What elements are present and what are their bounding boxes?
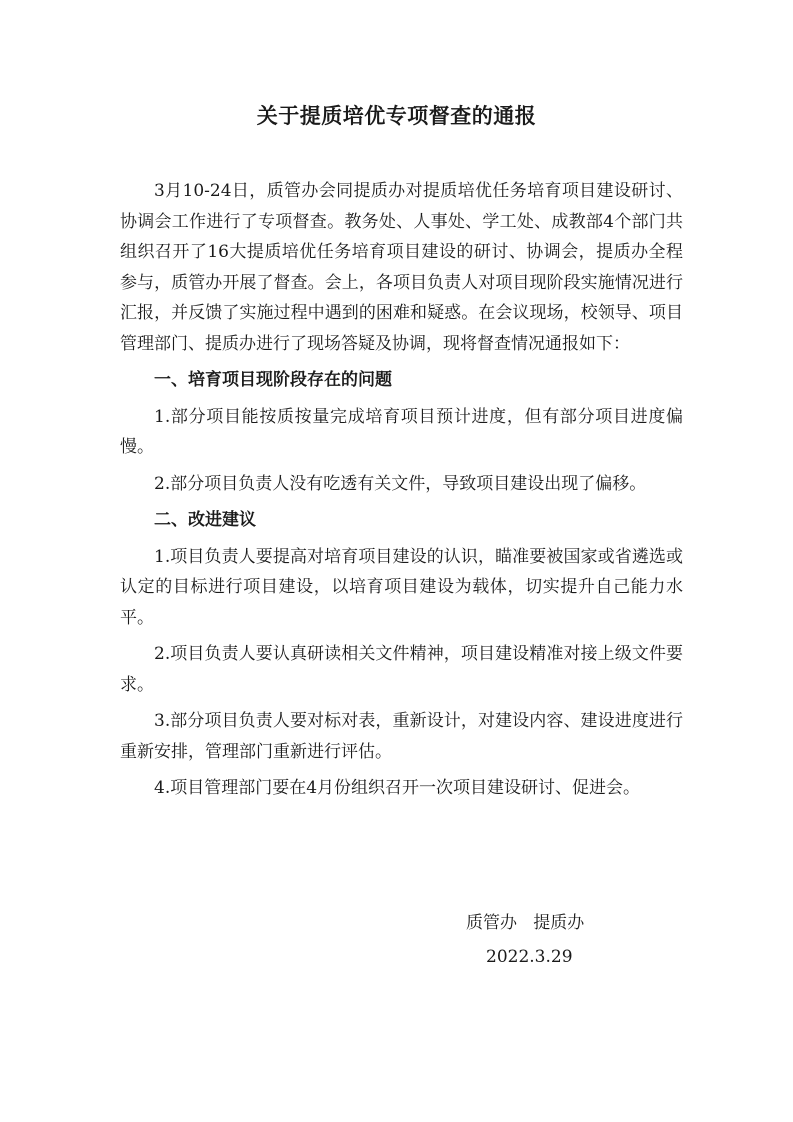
problem-item: 2.部分项目负责人没有吃透有关文件，导致项目建设出现了偏移。 bbox=[154, 473, 647, 494]
section-heading-suggestions: 二、改进建议 bbox=[154, 510, 256, 530]
signature-date: 2022.3.29 bbox=[486, 947, 573, 967]
suggestion-item: 1.项目负责人要提高对培育项目建设的认识，瞄准要被国家或省遴选或认定的目标进行项目建设，以培育项目建设为载体，切实提升自己能力水平。 bbox=[120, 546, 683, 628]
suggestion-item: 3.部分项目负责人要对标对表，重新设计，对建设内容、建设进度进行重新安排，管理部门重新进行评估。 bbox=[120, 711, 683, 762]
suggestion-item: 4.项目管理部门要在4月份组织召开一次项目建设研讨、促进会。 bbox=[154, 778, 641, 798]
document-title: 关于提质培优专项督查的通报 bbox=[256, 104, 537, 128]
suggestion-item: 2.项目负责人要认真研读相关文件精神，项目建设精准对接上级文件要求。 bbox=[120, 644, 683, 695]
problem-item: 1.部分项目能按质按量完成培育项目预计进度，但有部分项目进度偏慢。 bbox=[120, 406, 683, 457]
intro-paragraph: 3月10-24日，质管办会同提质办对提质培优任务培育项目建设研讨、协调会工作进行了专项督查。教务处、人事处、学工处、成教部4个部门共组织召开了16大提质培优任务培育项目建设的研讨、协调会，提质办全程参与，质管办开展了督查。会上，各项目负责人对项目现阶段实施情况进行汇报，并反馈了实施过程中遇到的困难和疑惑。在会议现场，校领导、项目管理部门、提质办进行了现场答疑及协调，现将督查情况通报如下： bbox=[120, 181, 683, 354]
section-heading-problems: 一、培育项目现阶段存在的问题 bbox=[154, 370, 392, 390]
signature-units: 质管办 提质办 bbox=[466, 913, 585, 933]
signature-block bbox=[460, 906, 700, 974]
document-body bbox=[120, 176, 683, 804]
